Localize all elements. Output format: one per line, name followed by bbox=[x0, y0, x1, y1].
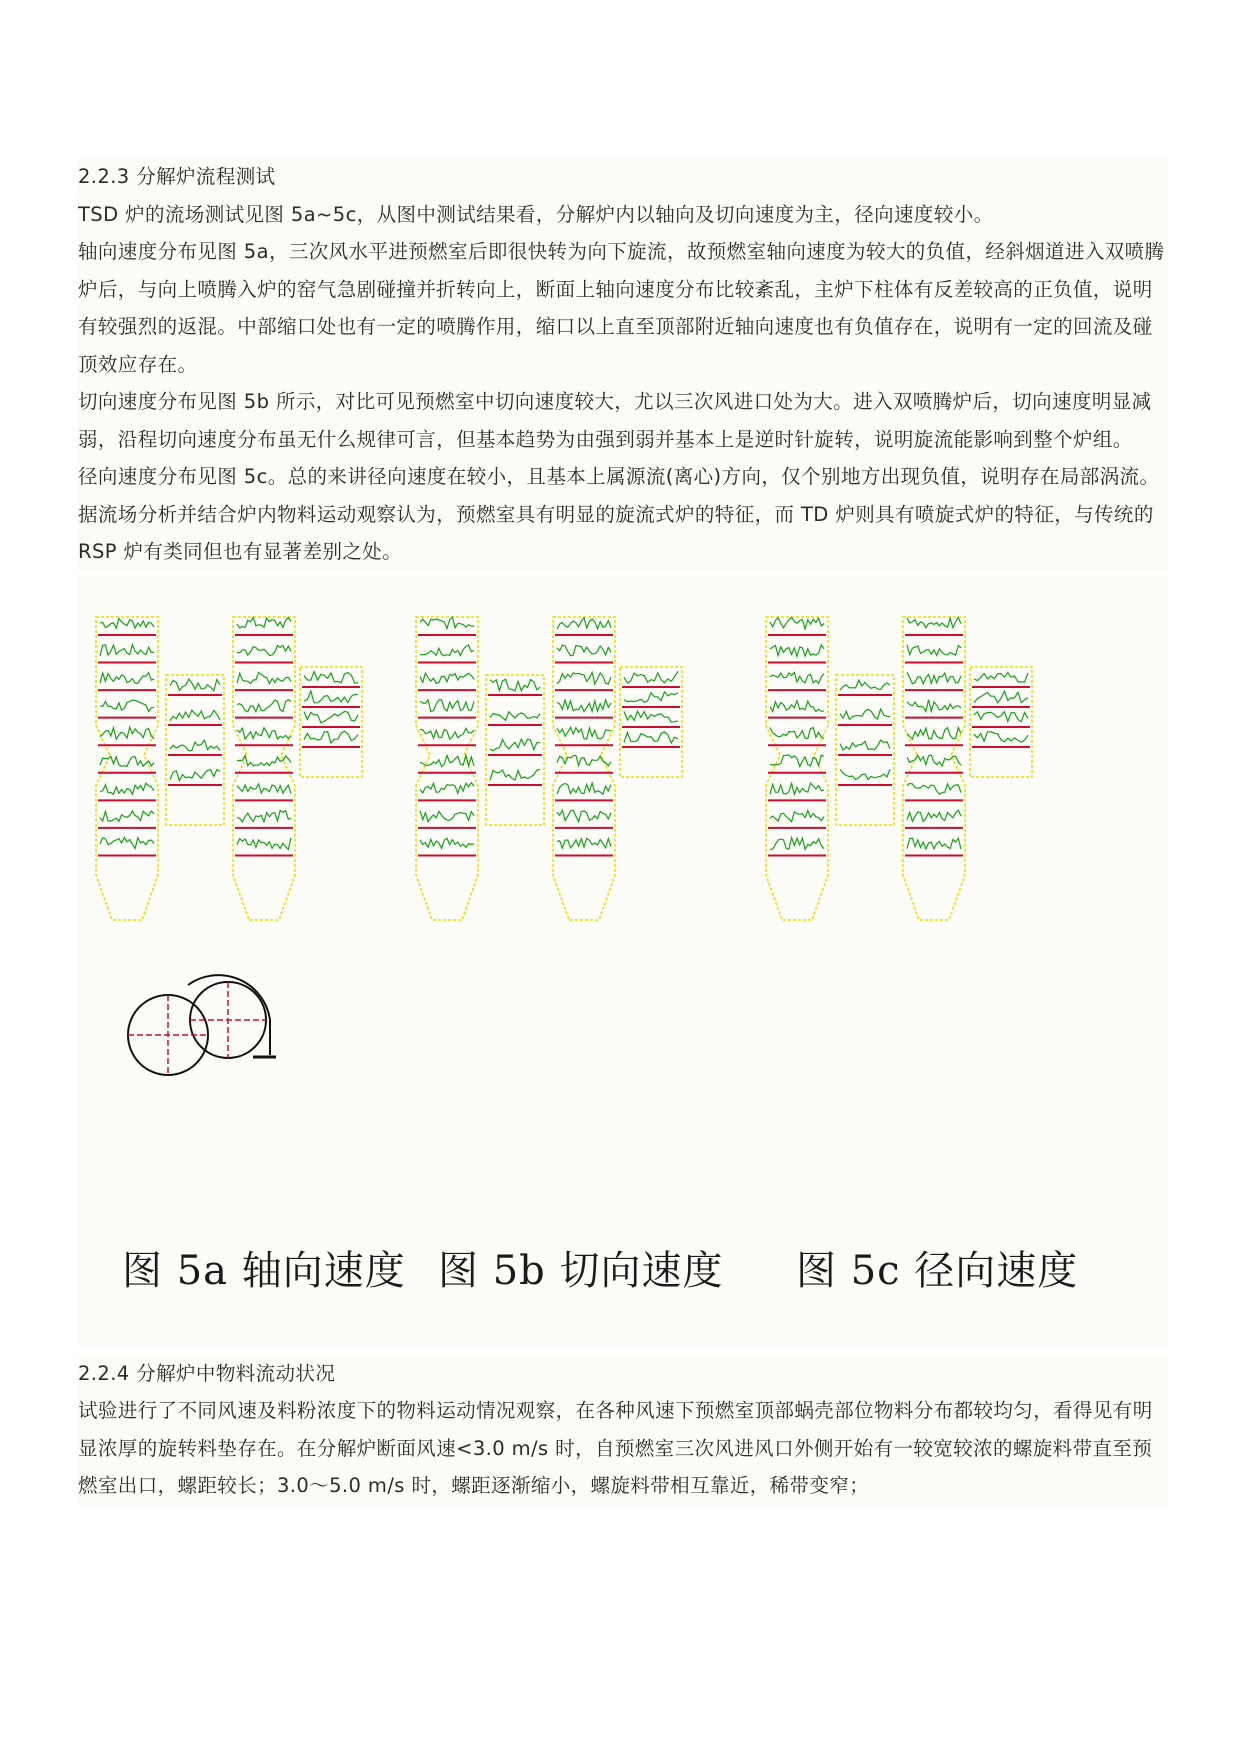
velocity-profile bbox=[237, 672, 291, 683]
velocity-profile bbox=[420, 728, 474, 739]
velocity-profile bbox=[770, 754, 824, 766]
velocity-profile bbox=[304, 711, 358, 722]
velocity-profile bbox=[907, 644, 961, 655]
velocity-profile bbox=[907, 699, 961, 711]
velocity-profile bbox=[907, 617, 961, 627]
section-heading: 2.2.3 分解炉流程测试 bbox=[78, 165, 276, 188]
velocity-profile bbox=[100, 644, 154, 655]
velocity-profile bbox=[770, 617, 824, 628]
velocity-profile bbox=[840, 680, 890, 690]
velocity-profile bbox=[770, 810, 824, 821]
velocity-profile bbox=[840, 709, 890, 719]
section-heading: 2.2.4 分解炉中物料流动状况 bbox=[78, 1361, 336, 1385]
velocity-profile bbox=[420, 810, 474, 821]
velocity-profile bbox=[420, 755, 474, 767]
velocity-profile bbox=[170, 769, 220, 780]
velocity-profile bbox=[557, 755, 611, 766]
velocity-profile bbox=[624, 691, 678, 702]
velocity-profile bbox=[237, 783, 291, 793]
paragraph: 轴向速度分布见图 5a，三次风水平进预燃室后即很快转为向下旋流，故预燃室轴向速度为较大的负值，经斜烟道进入双喷腾炉后，与向上喷腾入炉的窑气急剧碰撞并折转向上，断面上轴向速度分布比较紊乱，主炉下柱体有反差较高的正负值，说明有较强烈的返混。中部缩口处也有一定的喷腾作用，缩口以上直至顶部附近轴向速度也有负值存在，说明有一定的回流及碰顶效应存在。 bbox=[78, 240, 1165, 376]
velocity-profile bbox=[304, 731, 358, 743]
velocity-profile bbox=[100, 700, 154, 711]
velocity-profile bbox=[170, 710, 220, 721]
velocity-figure bbox=[78, 575, 1168, 1345]
velocity-profile bbox=[237, 699, 291, 711]
document-page bbox=[78, 158, 1168, 1505]
velocity-profile bbox=[770, 700, 824, 711]
velocity-profile bbox=[840, 740, 890, 750]
velocity-profile bbox=[907, 727, 961, 739]
velocity-profile bbox=[490, 711, 540, 720]
velocity-profile bbox=[907, 783, 961, 794]
velocity-profile bbox=[100, 672, 154, 683]
velocity-profile bbox=[100, 727, 154, 739]
velocity-profile bbox=[420, 699, 474, 711]
velocity-profile bbox=[170, 679, 220, 691]
velocity-profile bbox=[557, 783, 611, 794]
velocity-profile bbox=[624, 711, 678, 722]
velocity-profile bbox=[237, 755, 291, 765]
velocity-profile bbox=[100, 837, 154, 848]
velocity-profile bbox=[557, 810, 611, 822]
paragraph: TSD 炉的流场测试见图 5a~5c，从图中测试结果看，分解炉内以轴向及切向速度为主，径向速度较小。 bbox=[78, 202, 994, 226]
velocity-profile bbox=[237, 727, 291, 738]
velocity-profile bbox=[557, 699, 611, 711]
velocity-profile bbox=[304, 691, 358, 703]
velocity-profile bbox=[974, 672, 1028, 682]
paragraph: 切向速度分布见图 5b 所示，对比可见预燃室中切向速度较大，尤以三次风进口处为大。进入双喷腾炉后，切向速度明显减弱，沿程切向速度分布虽无什么规律可言，但基本趋势为由强到弱并基本上是逆时针旋转，说明旋流能影响到整个炉组。 bbox=[78, 390, 1152, 451]
velocity-profile bbox=[557, 672, 611, 684]
velocity-profile bbox=[420, 838, 474, 848]
velocity-profile bbox=[907, 838, 961, 849]
velocity-profile bbox=[237, 645, 291, 655]
paragraph: 据流场分析并结合炉内物料运动观察认为，预燃室具有明显的旋流式炉的特征，而 TD 炉则具有喷旋式炉的特征，与传统的 RSP 炉有类同但也有显著差别之处。 bbox=[78, 502, 1154, 563]
section-2-2-3 bbox=[78, 158, 1168, 571]
velocity-profile bbox=[624, 731, 678, 742]
velocity-profile bbox=[840, 769, 890, 779]
velocity-profile bbox=[237, 617, 291, 628]
velocity-profile bbox=[557, 645, 611, 656]
velocity-profile bbox=[420, 782, 474, 793]
velocity-profile bbox=[237, 810, 291, 822]
chamber-outline bbox=[300, 667, 362, 777]
figure-caption-5b: 图 5b 切向速度 bbox=[438, 1247, 724, 1294]
velocity-profile bbox=[557, 838, 611, 848]
velocity-profile bbox=[100, 618, 154, 628]
velocity-diagram bbox=[78, 575, 1168, 1345]
velocity-profile bbox=[974, 711, 1028, 721]
velocity-profile bbox=[770, 727, 824, 738]
velocity-profile bbox=[237, 837, 291, 849]
chamber-outline bbox=[970, 667, 1032, 777]
velocity-profile bbox=[420, 645, 474, 656]
velocity-profile bbox=[770, 783, 824, 794]
paragraph: 径向速度分布见图 5c。总的来讲径向速度在较小，且基本上属源流(离心)方向，仅个别地方出现负值，说明存在局部涡流。 bbox=[78, 465, 1160, 488]
velocity-profile bbox=[770, 837, 824, 849]
velocity-profile bbox=[907, 672, 961, 684]
velocity-profile bbox=[490, 739, 540, 751]
velocity-profile bbox=[907, 755, 961, 766]
velocity-profile bbox=[420, 673, 474, 683]
velocity-profile bbox=[420, 617, 474, 628]
paragraph: 试验进行了不同风速及料粉浓度下的物料运动情况观察，在各种风速下预燃室顶部蜗壳部位物料分布都较均匀，看得见有明显浓厚的旋转料垫存在。在分解炉断面风速<3.0 m/s 时，自预燃室三次风进风口外侧开始有一较宽较浓的螺旋料带直至预燃室出口，螺距较长；3.0～5.0 m/s 时，螺距逐渐缩小，螺旋料带相互靠近，稀带变窄； bbox=[78, 1399, 1153, 1497]
velocity-profile bbox=[490, 769, 540, 780]
figure-caption-5a: 图 5a 轴向速度 bbox=[122, 1247, 406, 1294]
section-2-2-4 bbox=[78, 1355, 1168, 1505]
velocity-profile bbox=[770, 644, 824, 656]
velocity-profile bbox=[100, 783, 154, 794]
figure-caption-5c: 图 5c 径向速度 bbox=[796, 1247, 1079, 1294]
velocity-profile bbox=[624, 671, 678, 683]
velocity-profile bbox=[557, 727, 611, 739]
velocity-profile bbox=[974, 691, 1028, 703]
velocity-profile bbox=[170, 740, 220, 751]
velocity-profile bbox=[974, 731, 1028, 742]
chamber-outline bbox=[166, 675, 224, 825]
velocity-profile bbox=[907, 810, 961, 821]
velocity-profile bbox=[557, 617, 611, 628]
velocity-profile bbox=[490, 679, 540, 691]
velocity-profile bbox=[304, 671, 358, 682]
velocity-profile bbox=[770, 672, 824, 683]
chamber-outline bbox=[836, 675, 894, 825]
velocity-profile bbox=[100, 811, 154, 822]
